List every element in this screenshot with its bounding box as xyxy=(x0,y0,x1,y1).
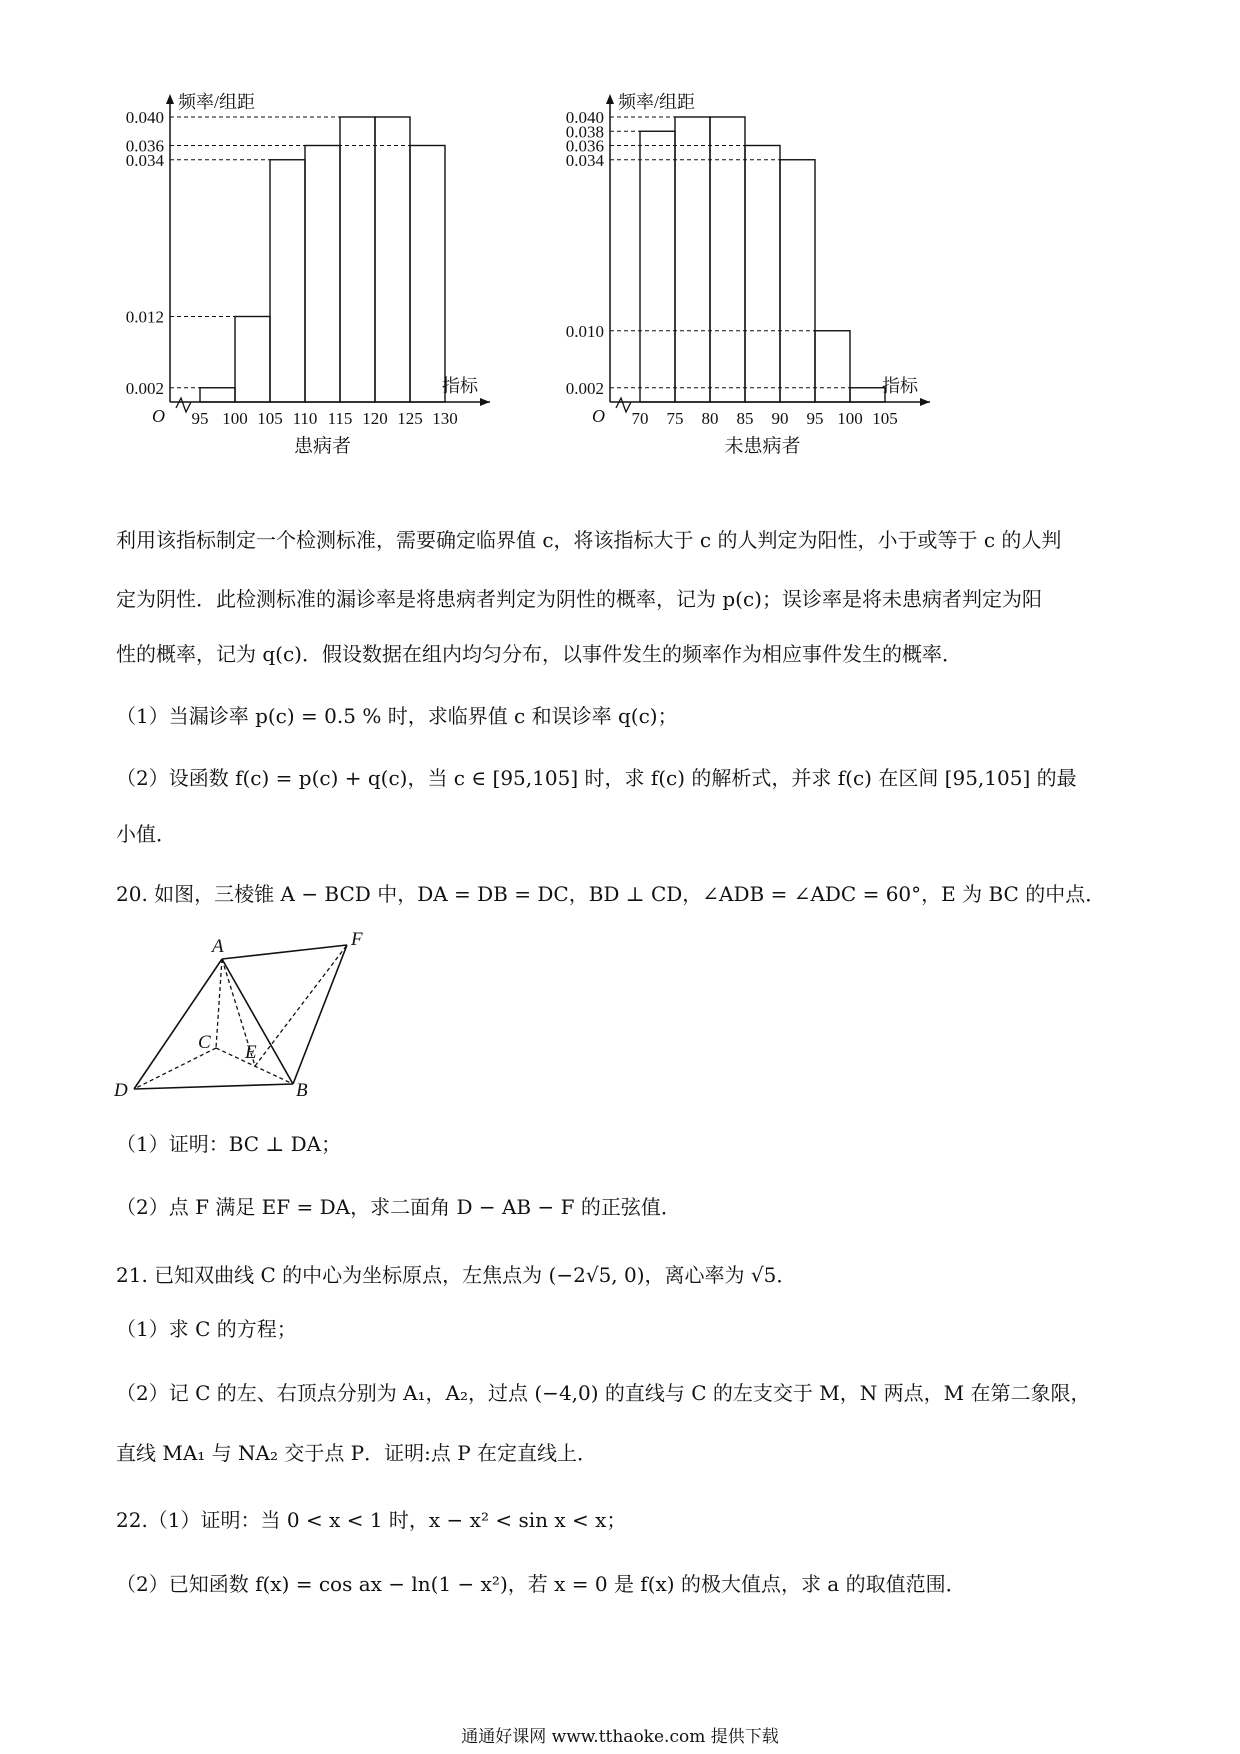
question-19-1: （1）当漏诊率 p(c) = 0.5 % 时，求临界值 c 和误诊率 q(c)； xyxy=(116,704,678,728)
origin-label: O xyxy=(592,406,605,426)
x-tick-label: 95 xyxy=(191,409,209,428)
x-axis-label: 指标 xyxy=(882,376,918,396)
y-tick-label: 0.038 xyxy=(565,122,604,142)
origin-label: O xyxy=(152,406,165,426)
question-20-2: （2）点 F 满足 EF = DA，求二面角 D − AB − F 的正弦值． xyxy=(116,1195,681,1219)
x-tick-label: 100 xyxy=(222,409,248,428)
y-tick-label: 0.034 xyxy=(565,150,604,170)
x-axis-label: 指标 xyxy=(442,376,478,396)
x-tick-label: 130 xyxy=(432,409,458,428)
y-tick-label: 0.040 xyxy=(125,108,164,127)
x-tick-label: 110 xyxy=(292,409,318,428)
paragraph-line: 性的概率，记为 q(c)．假设数据在组内均匀分布，以事件发生的频率作为相应事件发生的概率． xyxy=(116,642,962,666)
y-tick-label: 0.036 xyxy=(565,136,604,156)
chart-caption: 未患病者 xyxy=(724,436,801,457)
y-tick-label: 0.036 xyxy=(125,136,164,156)
y-axis-arrow xyxy=(166,94,174,104)
bar xyxy=(235,317,270,403)
x-tick-label: 95 xyxy=(806,409,824,428)
x-tick-label: 75 xyxy=(666,409,684,428)
question-21-2-cont: 直线 MA₁ 与 NA₂ 交于点 P．证明:点 P 在定直线上． xyxy=(116,1441,598,1465)
axis-break xyxy=(616,398,631,412)
label-D: D xyxy=(114,1080,128,1100)
y-tick-label: 0.040 xyxy=(565,108,604,127)
y-tick-label: 0.002 xyxy=(125,378,164,398)
bar xyxy=(745,146,780,403)
footer: 通通好课网 www.tthaoke.com 提供下载 xyxy=(461,1727,779,1747)
x-tick-label: 125 xyxy=(397,409,423,428)
x-tick-label: 80 xyxy=(701,409,719,428)
histogram-patients xyxy=(100,90,520,510)
x-axis-arrow xyxy=(480,398,490,406)
paragraph-line: 定为阴性．此检测标准的漏诊率是将患病者判定为阴性的概率，记为 p(c)；误诊率是将未患病者判定为阳 xyxy=(116,587,1042,611)
x-tick-label: 90 xyxy=(771,409,789,428)
bar xyxy=(200,388,235,402)
bar xyxy=(640,131,675,402)
axis-break xyxy=(176,398,191,412)
bar xyxy=(780,160,815,402)
y-axis-label: 频率/组距 xyxy=(618,92,696,112)
x-tick-label: 105 xyxy=(872,409,898,428)
y-axis-arrow xyxy=(606,94,614,104)
y-axis-label: 频率/组距 xyxy=(178,92,256,112)
question-21: 21. 已知双曲线 C 的中心为坐标原点，左焦点为 (−2√5, 0)，离心率为 √5． xyxy=(116,1263,797,1287)
y-tick-label: 0.012 xyxy=(125,307,164,327)
bar xyxy=(375,117,410,402)
question-21-1: （1）求 C 的方程； xyxy=(116,1317,297,1341)
label-E: E xyxy=(245,1042,257,1063)
x-tick-label: 70 xyxy=(631,409,649,428)
bar xyxy=(815,331,850,402)
bar xyxy=(410,146,445,403)
x-tick-label: 85 xyxy=(736,409,754,428)
question-19-2: （2）设函数 f(c) = p(c) + q(c)，当 c ∈ [95,105] 时，求 f(c) 的解析式，并求 f(c) 在区间 [95,105] 的最 xyxy=(116,766,1077,790)
paragraph-line: 利用该指标制定一个检测标准，需要确定临界值 c，将该指标大于 c 的人判定为阳性，小于或等于 c 的人判 xyxy=(116,528,1062,552)
question-21-2: （2）记 C 的左、右顶点分别为 A₁，A₂，过点 (−4,0) 的直线与 C 的左支交于 M，N 两点，M 在第二象限， xyxy=(116,1381,1091,1405)
bar xyxy=(340,117,375,402)
x-tick-label: 115 xyxy=(327,409,353,428)
label-B: B xyxy=(296,1080,308,1100)
x-axis-arrow xyxy=(920,398,930,406)
bar xyxy=(305,146,340,403)
y-tick-label: 0.034 xyxy=(125,150,164,170)
question-22-2: （2）已知函数 f(x) = cos ax − ln(1 − x²)，若 x = 0 是 f(x) 的极大值点，求 a 的取值范围． xyxy=(116,1572,966,1596)
histogram-non-patients xyxy=(540,90,980,510)
chart-caption: 患病者 xyxy=(293,436,352,457)
bar xyxy=(850,388,885,402)
x-tick-label: 100 xyxy=(837,409,863,428)
tetrahedron-figure xyxy=(110,930,390,1100)
label-C: C xyxy=(198,1032,211,1053)
question-19-2-cont: 小值． xyxy=(116,822,176,846)
y-tick-label: 0.002 xyxy=(565,378,604,398)
question-20: 20. 如图，三棱锥 A − BCD 中，DA = DB = DC，BD ⊥ CD，∠ADB = ∠ADC = 60°，E 为 BC 的中点． xyxy=(116,882,1106,906)
bar xyxy=(270,160,305,402)
y-tick-label: 0.010 xyxy=(565,321,604,341)
x-tick-label: 120 xyxy=(362,409,388,428)
question-20-1: （1）证明：BC ⊥ DA； xyxy=(116,1132,342,1156)
x-tick-label: 105 xyxy=(257,409,283,428)
label-F: F xyxy=(351,930,363,950)
question-22: 22.（1）证明：当 0 < x < 1 时，x − x² < sin x < x； xyxy=(116,1508,627,1532)
label-A: A xyxy=(212,936,224,957)
